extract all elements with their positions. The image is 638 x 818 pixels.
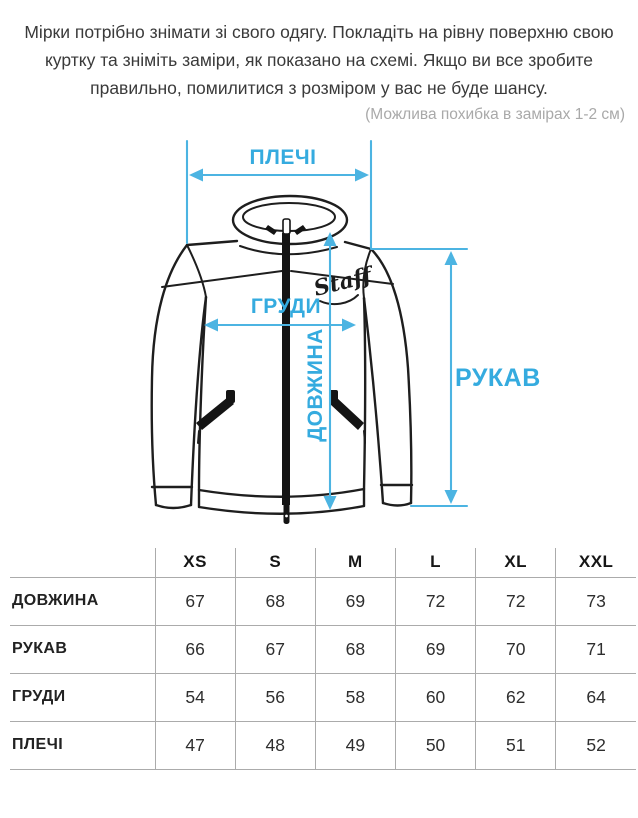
collar-hook-left: [265, 225, 277, 235]
right-pocket-cord: [364, 431, 365, 443]
row-label: ПЛЕЧІ: [12, 736, 64, 753]
cell-value: 69: [395, 625, 475, 673]
cell-value: 51: [476, 721, 556, 769]
cell-value: 54: [155, 673, 235, 721]
cell-value: 64: [556, 673, 636, 721]
arrowhead-left-icon: [204, 319, 218, 332]
cell-value: 69: [315, 577, 395, 625]
size-col-xxl: XXL: [556, 548, 636, 577]
intro-text: Мірки потрібно знімати зі свого одягу. Покладіть на рівну поверхню свою куртку та зніміть заміри, як показано на схемі. Якщо ви все зробите правильно, помилитися з розміром у вас не буде шансу.: [24, 22, 614, 98]
arrowhead-right-icon: [355, 169, 369, 182]
tolerance-note: (Можлива похибка в замірах 1-2 см): [365, 106, 625, 123]
chest-label: ГРУДИ: [250, 295, 322, 318]
cell-value: 60: [395, 673, 475, 721]
left-shoulder: [187, 241, 237, 245]
left-yoke-seam: [162, 271, 282, 287]
left-cuff: [152, 487, 192, 508]
cell-value: 73: [556, 577, 636, 625]
cell-value: 50: [395, 721, 475, 769]
arrowhead-up-icon: [445, 251, 458, 265]
cell-value: 49: [315, 721, 395, 769]
size-col-l: L: [395, 548, 475, 577]
cell-value: 67: [235, 625, 315, 673]
left-pocket-cord: [198, 431, 199, 443]
arrowhead-down-icon: [324, 496, 337, 510]
cell-value: 71: [556, 625, 636, 673]
row-label: ГРУДИ: [12, 688, 66, 705]
right-shoulder: [345, 242, 371, 249]
zipper-slider: [283, 219, 290, 234]
zipper-pull-hole: [285, 515, 288, 518]
zipper-bottom-pull: [284, 498, 290, 524]
right-cuff: [381, 485, 412, 506]
brand-logo: Staff: [311, 262, 375, 302]
sleeve-label: РУКАВ: [455, 364, 541, 392]
size-col-xl: XL: [476, 548, 556, 577]
collar-hook-right: [294, 225, 306, 235]
cell-value: 62: [476, 673, 556, 721]
arrowhead-left-icon: [189, 169, 203, 182]
cell-value: 67: [155, 577, 235, 625]
table-row-shoulders: [10, 721, 636, 769]
jacket-outline: [152, 196, 412, 524]
size-col-xs: XS: [155, 548, 235, 577]
size-table: [10, 548, 636, 770]
table-row-sleeve: [10, 625, 636, 673]
shoulders-label: ПЛЕЧІ: [249, 146, 317, 169]
zipper-band: [282, 233, 290, 505]
row-label: РУКАВ: [12, 640, 68, 657]
cell-value: 72: [395, 577, 475, 625]
size-header-row: [10, 548, 636, 577]
row-label: ДОВЖИНА: [12, 592, 99, 609]
hem-band: [199, 489, 364, 514]
cell-value: 56: [235, 673, 315, 721]
cell-value: 68: [315, 625, 395, 673]
size-col-s: S: [235, 548, 315, 577]
length-label: ДОВЖИНА: [304, 328, 327, 442]
right-sleeve: [371, 249, 411, 503]
size-col-m: M: [315, 548, 395, 577]
jacket-measurement-diagram: [0, 138, 638, 546]
table-row-chest: [10, 673, 636, 721]
left-armhole-seam: [187, 245, 206, 297]
sleeve-extension-lines: [371, 249, 467, 506]
size-guide-page: [0, 18, 638, 818]
cell-value: 52: [556, 721, 636, 769]
body-right-side: [364, 298, 365, 489]
arrowhead-down-icon: [445, 490, 458, 504]
cell-value: 58: [315, 673, 395, 721]
arrowhead-right-icon: [342, 319, 356, 332]
table-corner: [10, 548, 155, 577]
cell-value: 70: [476, 625, 556, 673]
cell-value: 66: [155, 625, 235, 673]
table-row-length: [10, 577, 636, 625]
cell-value: 72: [476, 577, 556, 625]
right-sleeve-inner: [364, 298, 383, 503]
left-pocket-tab: [226, 390, 235, 403]
cell-value: 47: [155, 721, 235, 769]
cell-value: 68: [235, 577, 315, 625]
cell-value: 48: [235, 721, 315, 769]
